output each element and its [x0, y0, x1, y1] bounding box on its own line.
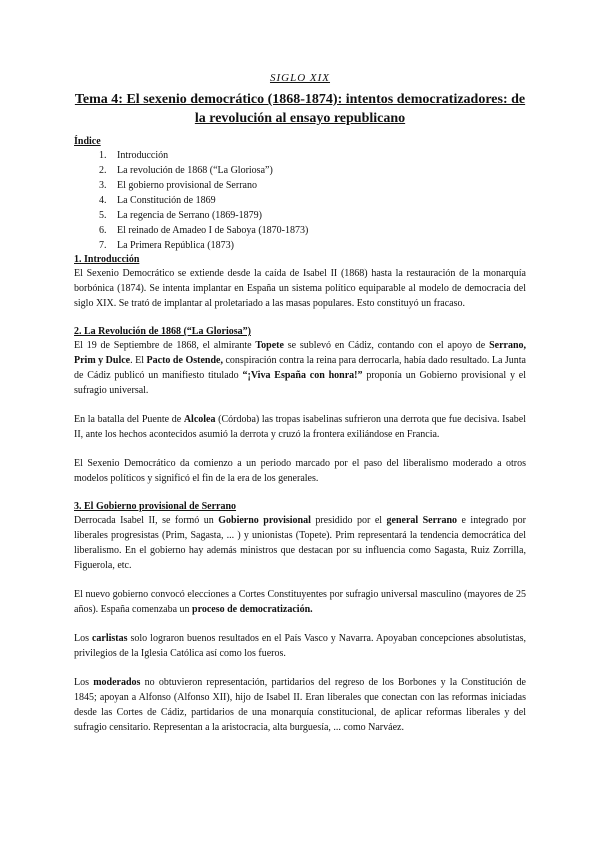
- toc-item: 5. La regencia de Serrano (1869-1879): [99, 210, 262, 221]
- page-title: Tema 4: El sexenio democrático (1868-1874): intentos democratizadores: de la revolución al ensayo republicano: [74, 92, 526, 126]
- toc-item: 3. El gobierno provisional de Serrano: [99, 180, 257, 191]
- paragraph: En la batalla del Puente de Alcolea (Córdoba) las tropas isabelinas sufrieron una derrota que fue decisiva. Isabel II, ante los hechos acontecidos asumió la derrota y cruzó la frontera exiliándose en Francia.: [74, 414, 526, 440]
- toc-item: 4. La Constitución de 1869: [99, 195, 216, 206]
- section-heading-gobierno-provisional: 3. El Gobierno provisional de Serrano: [74, 501, 237, 512]
- toc-item: 7. La Primera República (1873): [99, 240, 234, 251]
- paragraph: Los moderados no obtuvieron representación, partidarios del regreso de los Borbones y la Constitución de 1845; apoyan a Alfonso (Alfonso XII), hijo de Isabel II. Eran liberales que conectan con las reformas iniciadas desde las Cortes de Cádiz, partidarios de una monarquía constitucional, de aplicar reformas liberales y del sufragio censitario. Representan a la aristocracia, alta burguesía, ... como Narváez.: [74, 677, 526, 733]
- paragraph: El Sexenio Democrático se extiende desde la caída de Isabel II (1868) hasta la restauración de la monarquía borbónica (1874). Se intenta implantar en España un sistema político equiparable al modelo de democracia del siglo XIX. Se trató de implantar al proletariado a las masas populares. Esto constituyó un fracaso.: [74, 268, 526, 309]
- toc-item: 1. Introducción: [99, 150, 169, 161]
- century-heading: SIGLO XIX: [269, 72, 331, 84]
- paragraph: Derrocada Isabel II, se formó un Gobierno provisional presidido por el general Serrano e integrado por liberales progresistas (Prim, Sagasta, ... ) y unionistas (Topete). Prim representará la tendencia democrática del liberalismo. En el gobierno hay además ministros que destacan por su influencia como Sagasta, Ruiz Zorrilla, Figuerola, etc.: [74, 515, 526, 571]
- paragraph: El Sexenio Democrático da comienzo a un periodo marcado por el paso del liberalismo moderado a otros modelos políticos y significó el fin de la era de los generales.: [74, 458, 526, 484]
- section-heading-revolucion: 2. La Revolución de 1868 (“La Gloriosa”): [74, 326, 251, 337]
- paragraph: El nuevo gobierno convocó elecciones a Cortes Constituyentes por sufragio universal masculino (mayores de 25 años). España comenzaba un proceso de democratización.: [74, 589, 526, 615]
- section-heading-introduccion: 1. Introducción: [74, 254, 140, 265]
- paragraph: Los carlistas solo lograron buenos resultados en el País Vasco y Navarra. Apoyaban concepciones absolutistas, privilegios de la Iglesia Católica así como los fueros.: [74, 633, 526, 659]
- toc-item: 2. La revolución de 1868 (“La Gloriosa”): [99, 165, 273, 176]
- toc-item: 6. El reinado de Amadeo I de Saboya (1870-1873): [99, 225, 309, 236]
- table-of-contents: [74, 148, 526, 253]
- index-heading: Índice: [74, 136, 101, 147]
- paragraph: El 19 de Septiembre de 1868, el almirante Topete se sublevó en Cádiz, contando con el apoyo de Serrano, Prim y Dulce. El Pacto de Ostende, conspiración contra la reina para derrocarla, había dado resultado. La Junta de Cádiz publicó un manifiesto titulado “¡Viva España con honra!” proponía un Gobierno provisional y el sufragio universal.: [74, 340, 527, 396]
